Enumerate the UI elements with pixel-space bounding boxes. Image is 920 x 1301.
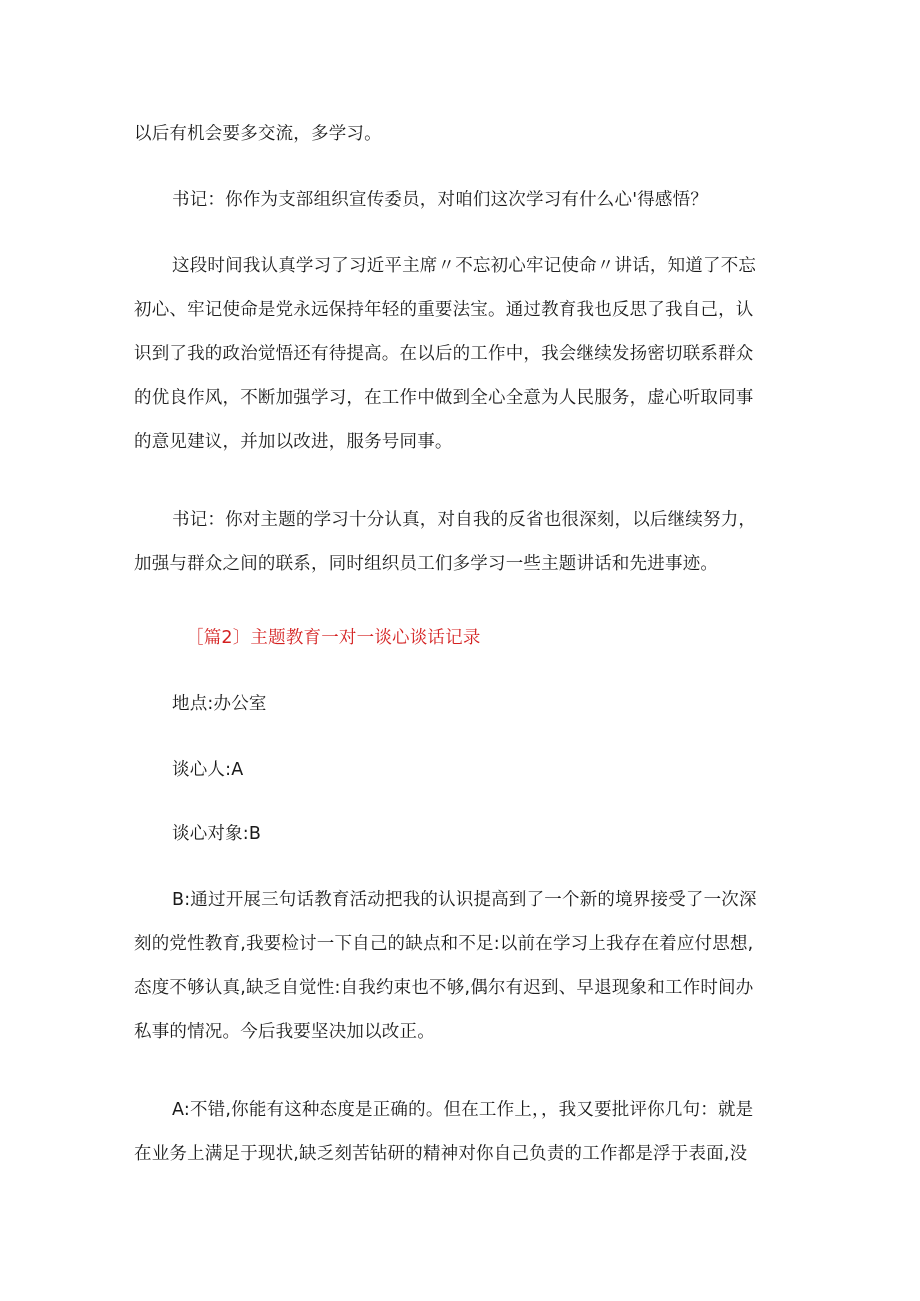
paragraph-secretary-comment <box>134 498 796 586</box>
text-line: 以后有机会要多交流，多学习。 <box>134 124 382 144</box>
text-line: 谈心人:A <box>172 760 244 780</box>
paragraph-secretary-question <box>134 178 834 222</box>
text-line: 的优良作风，不断加强学习，在工作中做到全心全意为人民服务，虚心听取同事 <box>134 388 754 408</box>
text-line: 加强与群众之间的联系，同时组织员工们多学习一些主题讲话和先进事迹。 <box>134 554 719 574</box>
paragraph-closing <box>134 112 796 156</box>
paragraph-speaker <box>134 748 834 792</box>
text-line: 谈心对象:B <box>172 824 262 844</box>
paragraph-answer <box>134 244 796 464</box>
text-line: 初心、牢记使命是党永远保持年轻的重要法宝。通过教育我也反思了我自己，认 <box>134 300 754 320</box>
text-line: 的意见建议，并加以改进，服务号同事。 <box>134 432 453 452</box>
text-line: 地点:办公室 <box>172 694 267 714</box>
paragraph-b-statement <box>134 878 796 1054</box>
paragraph-subject <box>134 812 834 856</box>
paragraph-a-statement <box>134 1088 796 1176</box>
text-line: 书记：你作为支部组织宣传委员，对咱们这次学习有什么心'得感悟？ <box>172 190 709 210</box>
text-line: 在业务上满足于现状,缺乏刻苦钻研的精神对你自己负责的工作都是浮于表面,没 <box>134 1144 748 1164</box>
text-line: 识到了我的政治觉悟还有待提高。在以后的工作中，我会继续发扬密切联系群众 <box>134 344 754 364</box>
text-line: A:不错,你能有这种态度是正确的。但在工作上，，我又要批评你几句：就是 <box>172 1100 754 1120</box>
text-line: 私事的情况。今后我要坚决加以改正。 <box>134 1022 435 1042</box>
text-line: 书记：你对主题的学习十分认真，对自我的反省也很深刻，以后继续努力， <box>172 510 757 530</box>
paragraph-location <box>134 682 834 726</box>
text-line: B:通过开展三句话教育活动把我的认识提高到了一个新的境界接受了一次深 <box>172 890 757 910</box>
text-line: 这段时间我认真学习了习近平主席〃不忘初心牢记使命〃讲话，知道了不忘 <box>172 256 757 276</box>
heading-text: ［篇2〕主题教育一对一谈心谈话记录 <box>186 628 481 648</box>
text-line: 刻的党性教育,我要检讨一下自己的缺点和不足:以前在学习上我存在着应付思想, <box>134 934 754 954</box>
section-heading <box>134 616 848 660</box>
text-line: 态度不够认真,缺乏自觉性:自我约束也不够,偶尔有迟到、早退现象和工作时间办 <box>134 978 754 998</box>
